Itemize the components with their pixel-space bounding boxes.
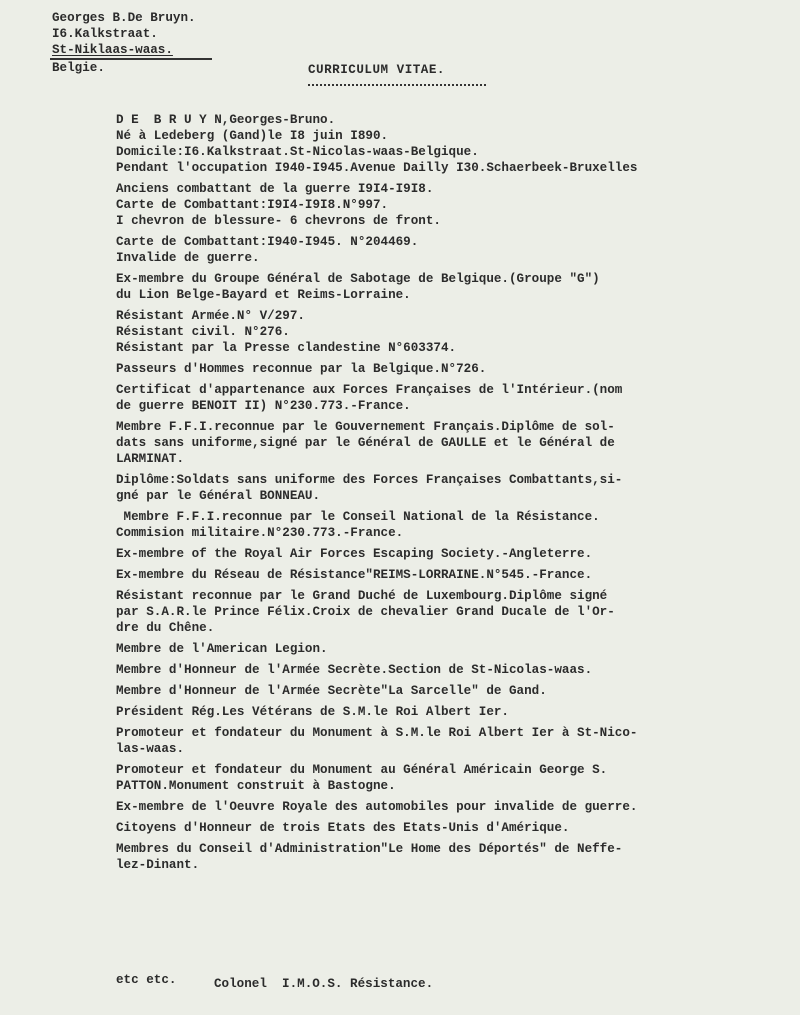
cv-line: LARMINAT. bbox=[116, 452, 185, 466]
cv-line: par S.A.R.le Prince Félix.Croix de chevalier Grand Ducale de l'Or- bbox=[116, 605, 615, 619]
cv-line: Membre d'Honneur de l'Armée Secrète.Section de St-Nicolas-waas. bbox=[116, 663, 593, 677]
cv-line: gné par le Général BONNEAU. bbox=[116, 489, 321, 503]
cv-paragraph bbox=[116, 181, 800, 229]
cv-line: dats sans uniforme,signé par le Général de GAULLE et le Général de bbox=[116, 436, 615, 450]
cv-line: Résistant par la Presse clandestine N°603374. bbox=[116, 341, 457, 355]
cv-paragraph bbox=[116, 762, 800, 794]
cv-paragraph bbox=[116, 361, 800, 377]
cv-line: Passeurs d'Hommes reconnue par la Belgique.N°726. bbox=[116, 362, 487, 376]
cv-paragraph bbox=[116, 588, 800, 636]
cv-line: las-waas. bbox=[116, 742, 185, 756]
cv-line: Promoteur et fondateur du Monument à S.M.le Roi Albert Ier à St-Nico- bbox=[116, 726, 638, 740]
cv-line: dre du Chêne. bbox=[116, 621, 215, 635]
cv-line: Ex-membre de l'Oeuvre Royale des automobiles pour invalide de guerre. bbox=[116, 800, 638, 814]
cv-line: de guerre BENOIT II) N°230.773.-France. bbox=[116, 399, 411, 413]
cv-line: Membre de l'American Legion. bbox=[116, 642, 328, 656]
cv-line: Diplôme:Soldats sans uniforme des Forces Françaises Combattants,si- bbox=[116, 473, 623, 487]
cv-paragraph bbox=[116, 725, 800, 757]
cv-line: Ex-membre du Groupe Général de Sabotage de Belgique.(Groupe "G") bbox=[116, 272, 600, 286]
closing-signature: Colonel I.M.O.S. Résistance. bbox=[214, 977, 434, 991]
closing-etc: etc etc. bbox=[116, 973, 177, 987]
sender-country: Belgie. bbox=[52, 61, 105, 75]
cv-line: Membre F.F.I.reconnue par le Gouvernement Français.Diplôme de sol- bbox=[116, 420, 615, 434]
cv-line: Citoyens d'Honneur de trois Etats des Etats-Unis d'Amérique. bbox=[116, 821, 570, 835]
cv-paragraph bbox=[116, 799, 800, 815]
cv-line: Membre d'Honneur de l'Armée Secrète"La Sarcelle" de Gand. bbox=[116, 684, 547, 698]
cv-line: Ex-membre of the Royal Air Forces Escaping Society.-Angleterre. bbox=[116, 547, 593, 561]
cv-line: Certificat d'appartenance aux Forces Françaises de l'Intérieur.(nom bbox=[116, 383, 623, 397]
cv-paragraph bbox=[116, 662, 800, 678]
cv-paragraph bbox=[116, 704, 800, 720]
cv-line: Né à Ledeberg (Gand)le I8 juin I890. bbox=[116, 129, 389, 143]
cv-paragraph bbox=[116, 112, 800, 176]
cv-line: Membre F.F.I.reconnue par le Conseil National de la Résistance. bbox=[116, 510, 600, 524]
cv-line: Résistant civil. N°276. bbox=[116, 325, 290, 339]
cv-line: I chevron de blessure- 6 chevrons de front. bbox=[116, 214, 441, 228]
cv-line: Carte de Combattant:I940-I945. N°204469. bbox=[116, 235, 419, 249]
cv-line: PATTON.Monument construit à Bastogne. bbox=[116, 779, 396, 793]
cv-paragraph bbox=[116, 841, 800, 873]
cv-line: Résistant reconnue par le Grand Duché de Luxembourg.Diplôme signé bbox=[116, 589, 608, 603]
cv-paragraph bbox=[116, 472, 800, 504]
cv-line: Président Rég.Les Vétérans de S.M.le Roi Albert Ier. bbox=[116, 705, 509, 719]
cv-paragraph bbox=[116, 641, 800, 657]
cv-line: Résistant Armée.N° V/297. bbox=[116, 309, 305, 323]
cv-paragraph bbox=[116, 820, 800, 836]
cv-line: Anciens combattant de la guerre I9I4-I9I8. bbox=[116, 182, 434, 196]
cv-line: Commision militaire.N°230.773.-France. bbox=[116, 526, 404, 540]
cv-line: Domicile:I6.Kalkstraat.St-Nicolas-waas-Belgique. bbox=[116, 145, 479, 159]
cv-line: D E B R U Y N,Georges-Bruno. bbox=[116, 113, 336, 127]
cv-line: Ex-membre du Réseau de Résistance"REIMS-LORRAINE.N°545.-France. bbox=[116, 568, 593, 582]
cv-paragraph bbox=[116, 419, 800, 467]
cv-line: Pendant l'occupation I940-I945.Avenue Dailly I30.Schaerbeek-Bruxelles bbox=[116, 161, 638, 175]
cv-line: Invalide de guerre. bbox=[116, 251, 260, 265]
cv-paragraph bbox=[116, 509, 800, 541]
cv-paragraph bbox=[116, 567, 800, 583]
cv-paragraph bbox=[116, 546, 800, 562]
cv-paragraph bbox=[116, 234, 800, 266]
title-underline bbox=[308, 84, 486, 86]
cv-paragraph bbox=[116, 683, 800, 699]
document-title: CURRICULUM VITAE. bbox=[308, 63, 445, 77]
cv-line: du Lion Belge-Bayard et Reims-Lorraine. bbox=[116, 288, 411, 302]
cv-body bbox=[116, 112, 800, 878]
sender-city: St-Niklaas-waas. bbox=[52, 43, 173, 57]
cv-paragraph bbox=[116, 382, 800, 414]
cv-line: Carte de Combattant:I9I4-I9I8.N°997. bbox=[116, 198, 389, 212]
cv-paragraph bbox=[116, 308, 800, 356]
sender-name: Georges B.De Bruyn. bbox=[52, 11, 196, 25]
sender-street: I6.Kalkstraat. bbox=[52, 27, 158, 41]
cv-line: Membres du Conseil d'Administration"Le Home des Déportés" de Neffe- bbox=[116, 842, 623, 856]
cv-line: Promoteur et fondateur du Monument au Général Américain George S. bbox=[116, 763, 608, 777]
cv-paragraph bbox=[116, 271, 800, 303]
cv-line: lez-Dinant. bbox=[116, 858, 200, 872]
